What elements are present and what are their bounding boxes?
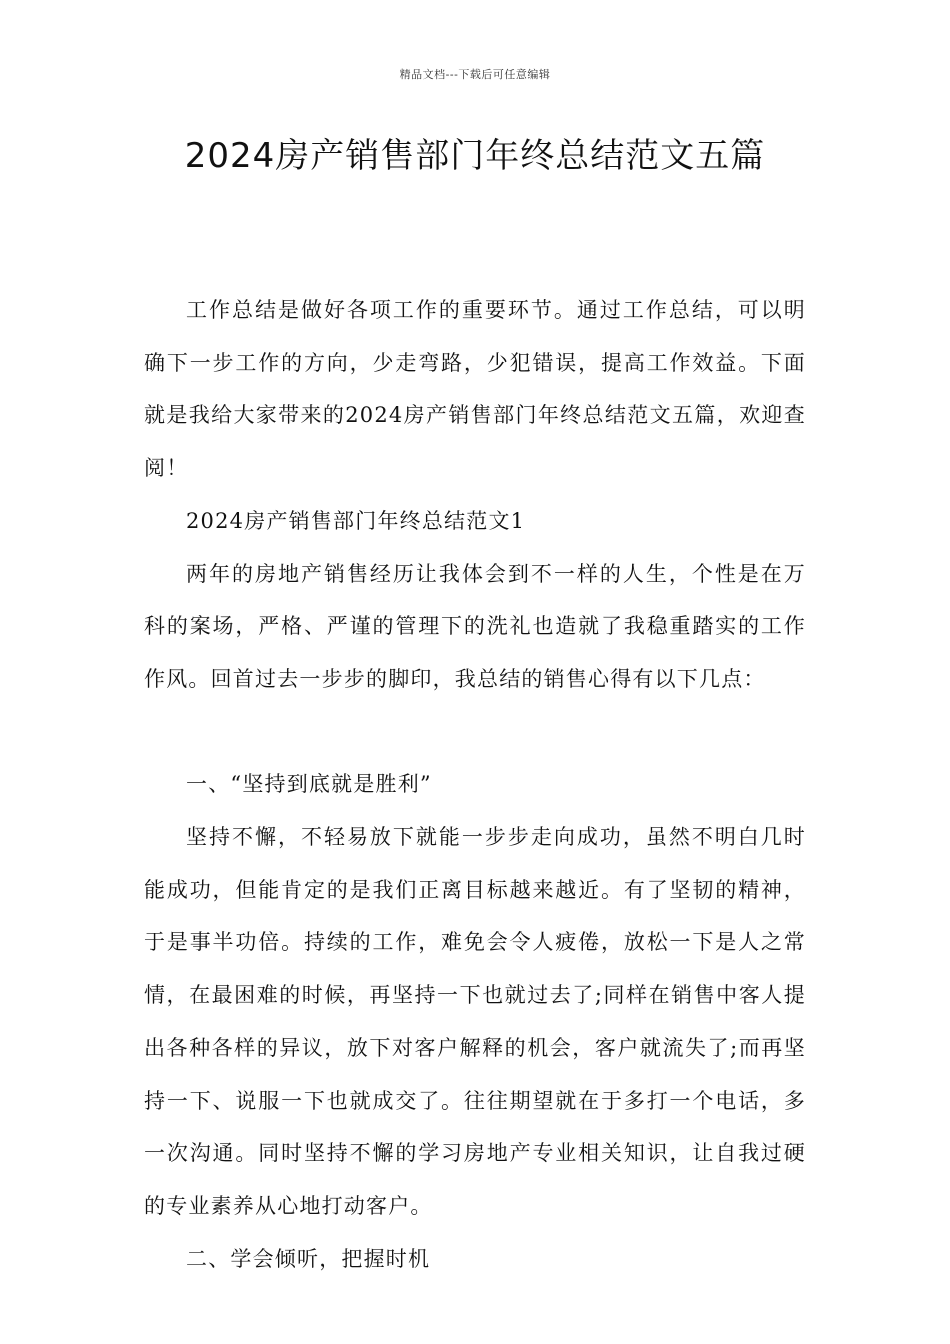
- document-title: 2024房产销售部门年终总结范文五篇: [184, 136, 766, 176]
- blank-line: [144, 706, 806, 759]
- paragraph-2: 坚持不懈，不轻易放下就能一步步走向成功，虽然不明白几时能成功，但能肯定的是我们正离目标越来越近。有了坚韧的精神，于是事半功倍。持续的工作，难免会令人疲倦，放松一下是人之常情，在最困难的时候，再坚持一下也就过去了;同样在销售中客人提出各种各样的异议，放下对客户解释的机会，客户就流失了;而再坚持一下、说服一下也就成交了。往往期望就在于多打一个电话，多一次沟通。同时坚持不懈的学习房地产专业相关知识，让自我过硬的专业素养从心地打动客户。: [144, 825, 806, 1218]
- document-body: [144, 284, 806, 1285]
- intro-paragraph: 工作总结是做好各项工作的重要环节。通过工作总结，可以明确下一步工作的方向，少走弯路，少犯错误，提高工作效益。下面就是我给大家带来的2024房产销售部门年终总结范文五篇，欢迎查阅！: [144, 298, 806, 481]
- heading-2: 二、学会倾听，把握时机: [186, 1246, 431, 1271]
- header-note: 精品文档---下载后可任意编辑: [399, 68, 551, 81]
- heading-1: 一、“坚持到底就是胜利”: [186, 772, 432, 797]
- paragraph-1: 两年的房地产销售经历让我体会到不一样的人生，个性是在万科的案场，严格、严谨的管理下的洗礼也造就了我稳重踏实的工作作风。回首过去一步步的脚印，我总结的销售心得有以下几点：: [144, 561, 806, 691]
- section-title: 2024房产销售部门年终总结范文1: [186, 508, 526, 533]
